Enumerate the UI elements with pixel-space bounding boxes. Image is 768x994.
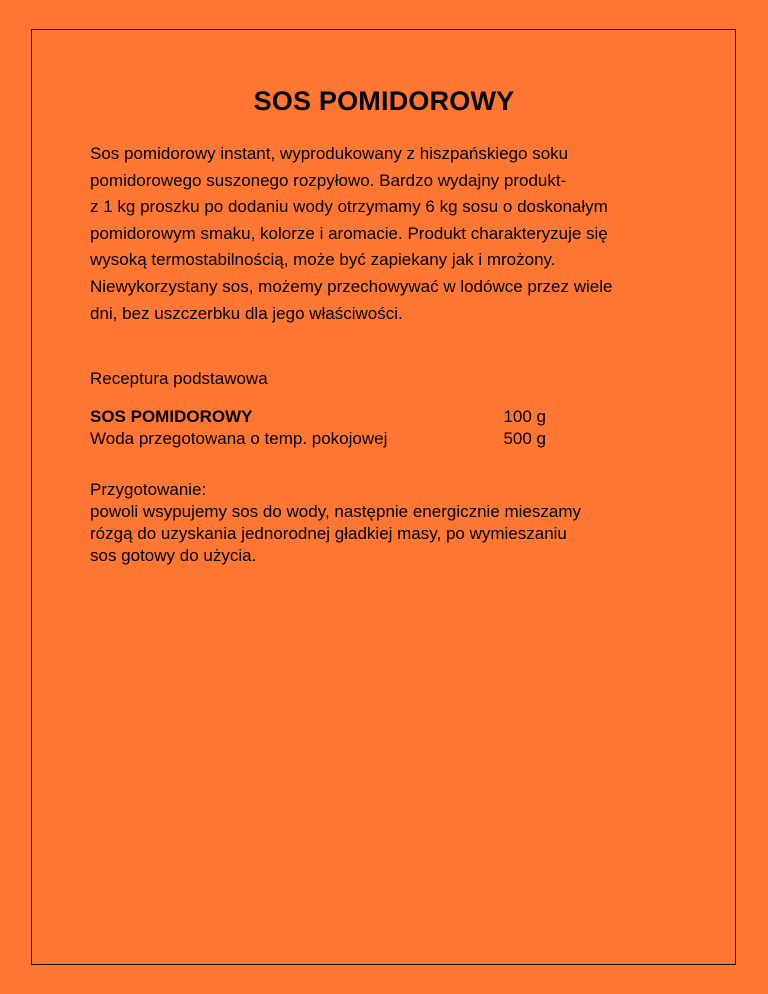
preparation-instructions	[90, 479, 581, 567]
description-line: Sos pomidorowy instant, wyprodukowany z hiszpańskiego soku	[90, 144, 569, 163]
preparation-line: sos gotowy do użycia.	[90, 546, 257, 565]
description-line: wysoką termostabilnością, może być zapiekany jak i mrożony.	[90, 250, 556, 270]
page-title: SOS POMIDOROWY	[253, 86, 515, 116]
ingredients-list	[90, 406, 560, 450]
description-line: dni, bez uszczerbku dla jego właściwości.	[90, 303, 403, 323]
ingredient-row	[90, 406, 560, 428]
description-line: z 1 kg proszku po dodaniu wody otrzymamy 6 kg sosu o doskonałym	[90, 197, 608, 217]
recipe-heading: Receptura podstawowa	[90, 369, 268, 388]
preparation-line: rózgą do uzyskania jednorodnej gładkiej masy, po wymieszaniu	[90, 524, 567, 543]
ingredient-quantity: 100 g	[503, 407, 546, 426]
description-line: Niewykorzystany sos, możemy przechowywać w lodówce przez wiele	[90, 276, 613, 296]
ingredient-name: SOS POMIDOROWY	[90, 407, 253, 426]
preparation-line: powoli wsypujemy sos do wody, następnie energicznie mieszamy	[90, 502, 582, 521]
preparation-heading: Przygotowanie:	[90, 480, 207, 499]
ingredient-quantity: 500 g	[503, 429, 546, 448]
ingredient-name: Woda przegotowana o temp. pokojowej	[90, 429, 388, 448]
description-line: pomidorowego suszonego rozpyłowo. Bardzo wydajny produkt-	[90, 170, 567, 190]
product-description	[90, 141, 690, 327]
ingredient-row	[90, 428, 560, 450]
description-line: pomidorowym smaku, kolorze i aromacie. Produkt charakteryzuje się	[90, 223, 608, 243]
